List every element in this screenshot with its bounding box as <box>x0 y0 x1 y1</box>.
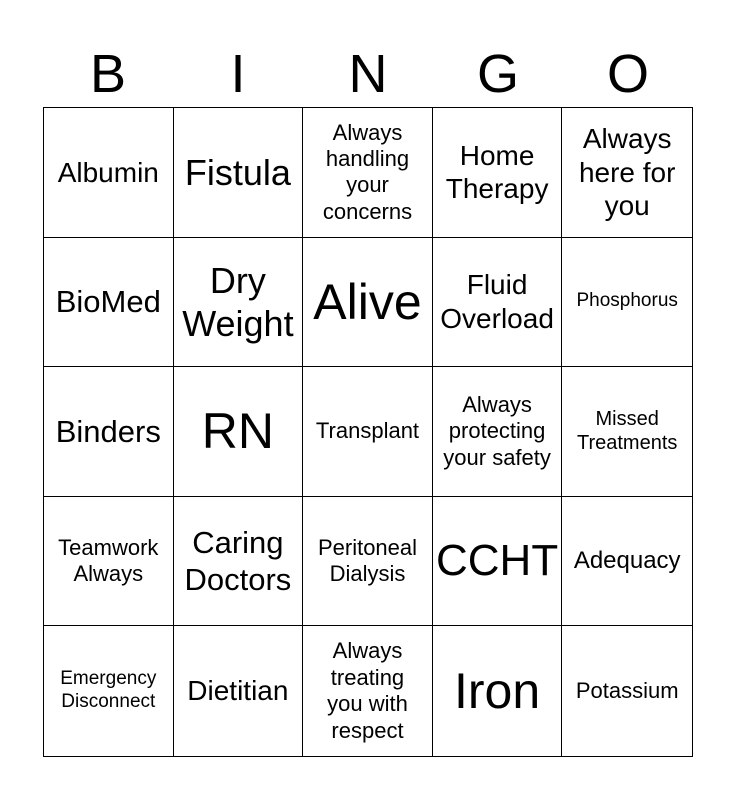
bingo-cell-o2[interactable] <box>562 238 692 368</box>
cell-text: Teamwork Always <box>58 534 159 587</box>
cell-text: Albumin <box>57 156 159 188</box>
bingo-cell-o1[interactable] <box>562 108 692 238</box>
cell-text: Emergency Disconnect <box>60 668 157 713</box>
bingo-cell-n5[interactable] <box>303 626 433 756</box>
bingo-cell-g1[interactable] <box>433 108 563 238</box>
bingo-grid <box>43 107 693 757</box>
cell-text: BioMed <box>55 284 161 320</box>
cell-text: Dry Weight <box>182 259 294 344</box>
bingo-cell-g3[interactable] <box>433 367 563 497</box>
bingo-cell-n2[interactable] <box>303 238 433 368</box>
bingo-cell-i2[interactable] <box>174 238 304 368</box>
header-letter-n: N <box>348 44 388 104</box>
cell-text: Fluid Overload <box>440 269 554 334</box>
cell-text: Transplant <box>315 418 420 444</box>
bingo-cell-b5[interactable] <box>44 626 174 756</box>
bingo-cell-i3[interactable] <box>174 367 304 497</box>
bingo-cell-o5[interactable] <box>562 626 692 756</box>
cell-text: Always here for you <box>578 122 676 222</box>
cell-text: Potassium <box>575 678 679 703</box>
cell-text: Adequacy <box>573 546 681 574</box>
bingo-cell-o4[interactable] <box>562 497 692 627</box>
cell-text: Phosphorus <box>576 290 678 312</box>
cell-text: Home Therapy <box>445 139 549 205</box>
header-letter-b: B <box>89 44 127 104</box>
cell-text: Always protecting your safety <box>443 391 551 470</box>
bingo-header <box>43 40 693 108</box>
bingo-cell-n3[interactable] <box>303 367 433 497</box>
bingo-cell-i1[interactable] <box>174 108 304 238</box>
bingo-cell-n4[interactable] <box>303 497 433 627</box>
bingo-cell-b1[interactable] <box>44 108 174 238</box>
bingo-cell-b4[interactable] <box>44 497 174 627</box>
bingo-cell-i5[interactable] <box>174 626 304 756</box>
cell-text: Peritoneal Dialysis <box>317 534 418 587</box>
bingo-cell-b3[interactable] <box>44 367 174 497</box>
bingo-cell-g4[interactable] <box>433 497 563 627</box>
bingo-cell-b2[interactable] <box>44 238 174 368</box>
header-letter-i: I <box>230 44 246 104</box>
cell-text: Always handling your concerns <box>322 119 413 224</box>
cell-text: Binders <box>55 413 161 449</box>
bingo-cell-g2[interactable] <box>433 238 563 368</box>
cell-text: Fistula <box>184 151 291 193</box>
cell-text: Always treating you with respect <box>327 638 408 743</box>
cell-text: Iron <box>454 663 541 720</box>
bingo-cell-g5[interactable] <box>433 626 563 756</box>
cell-text: Caring Doctors <box>184 524 292 598</box>
cell-text: Alive <box>313 273 422 330</box>
header-letter-o: O <box>606 44 649 104</box>
bingo-cell-n1[interactable] <box>303 108 433 238</box>
cell-text: Dietitian <box>187 675 289 707</box>
bingo-cell-i4[interactable] <box>174 497 304 627</box>
cell-text: CCHT <box>436 535 559 585</box>
cell-text: Missed Treatments <box>576 408 678 455</box>
header-letter-g: G <box>476 44 519 104</box>
bingo-cell-o3[interactable] <box>562 367 692 497</box>
cell-text: RN <box>201 403 274 460</box>
